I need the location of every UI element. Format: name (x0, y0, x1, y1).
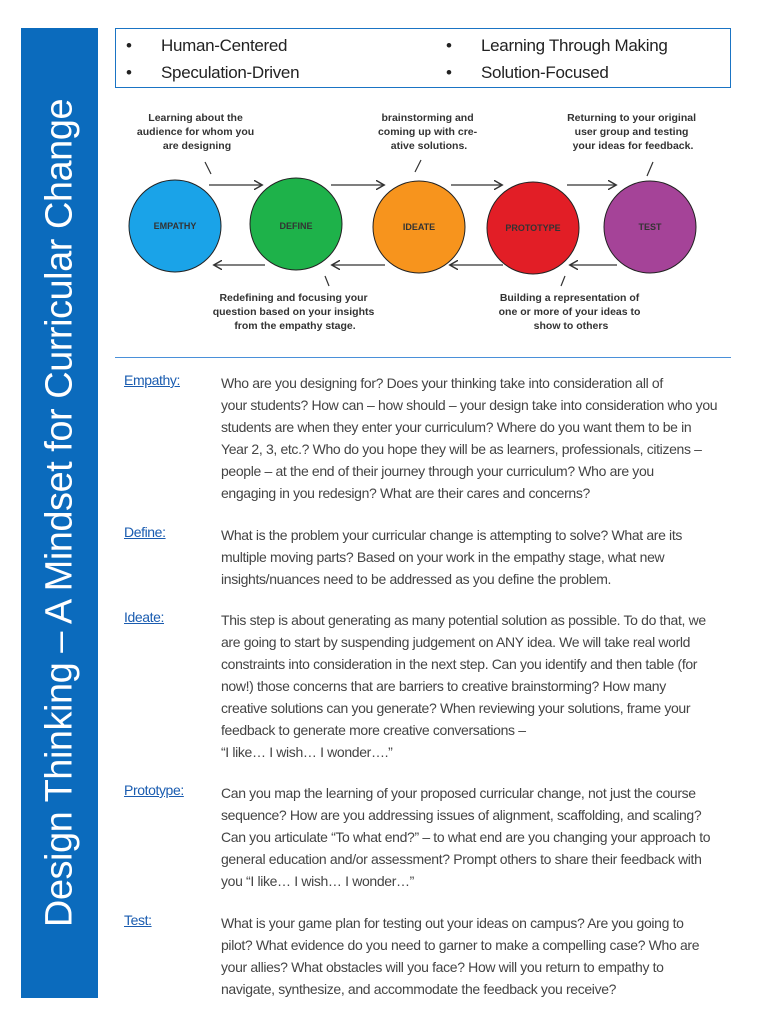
section-label: Define: (124, 524, 166, 540)
section-label: Empathy: (124, 372, 180, 388)
title-sidebar (21, 28, 98, 998)
svg-text:TEST: TEST (638, 222, 662, 232)
section-text: Can you map the learning of your proposed curricular change, not just the course sequence? How are you addressing issues of alignment, scaffolding, and scaling? Can you articulate “To what end?” – to what end are you changing your approach to general education and/or assessment? Prompt others to share their feedback with you “I like… I wish… I wonder…” (221, 785, 711, 889)
stage-define (250, 178, 342, 270)
principle-item: • Learning Through Making (446, 36, 668, 55)
section-text: Who are you designing for? Does your thinking take into consideration all of your students? How can – how should – your design take into consideration who you students are when they enter your curriculum? Where do you want them to be in Year 2, 3, etc.? Who do you hope they will be as learners, professionals, citizens – people – at the end of their journey through your curriculum? Who are you engaging in you redesign? What are their cares and concerns? (221, 375, 718, 501)
stage-test (604, 181, 696, 273)
prototype-annotation: Building a representation of one or more of your ideas to show to others (498, 292, 641, 332)
stage-ideate (373, 181, 465, 273)
svg-text:EMPATHY: EMPATHY (153, 221, 197, 231)
principle-item: • Solution-Focused (446, 63, 609, 82)
section-label: Prototype: (124, 782, 184, 798)
section-label: Test: (124, 912, 152, 928)
principle-item: • Human-Centered (126, 36, 288, 55)
design-thinking-diagram (115, 100, 731, 355)
divider (115, 357, 731, 358)
ideate-annotation: brainstorming and coming up with cre- ative solutions. (377, 112, 478, 152)
principles-box (115, 28, 731, 88)
page-title: Design Thinking – A Mindset for Curricular Change (38, 98, 80, 928)
define-annotation: Redefining and focusing your question based on your insights from the empathy stage. (212, 292, 375, 332)
svg-text:DEFINE: DEFINE (279, 221, 313, 231)
section-text: What is the problem your curricular change is attempting to solve? What are its multiple moving parts? Based on your work in the empathy stage, what new insights/nuances need to be addressed as you define the problem. (221, 527, 683, 587)
svg-text:IDEATE: IDEATE (402, 222, 436, 232)
empathy-annotation: Learning about the audience for whom you are designing (136, 112, 255, 152)
stage-empathy (129, 180, 221, 272)
principle-item: • Speculation-Driven (126, 63, 300, 82)
section-label: Ideate: (124, 609, 165, 625)
svg-text:PROTOTYPE: PROTOTYPE (505, 223, 561, 233)
test-annotation: Returning to your original user group and testing your ideas for feedback. (567, 112, 696, 152)
section-text: This step is about generating as many potential solution as possible. To do that, we are going to start by suspending judgement on ANY idea. We will take real world constraints into consideration in the next step. Can you identify and then table (for now!) those concerns that are barriers to creative brainstorming? How many creative solutions can you generate? When reviewing your solutions, frame your feedback to generate more creative conversations – “I like… I wish… I wonder….” (221, 612, 706, 760)
stage-prototype (487, 182, 579, 274)
section-text: What is your game plan for testing out your ideas on campus? Are you going to pilot? What evidence do you need to garner to make a compelling case? Who are your allies? What obstacles will you face? How will you return to empathy to navigate, synthesize, and accommodate the feedback you receive? (221, 915, 700, 997)
